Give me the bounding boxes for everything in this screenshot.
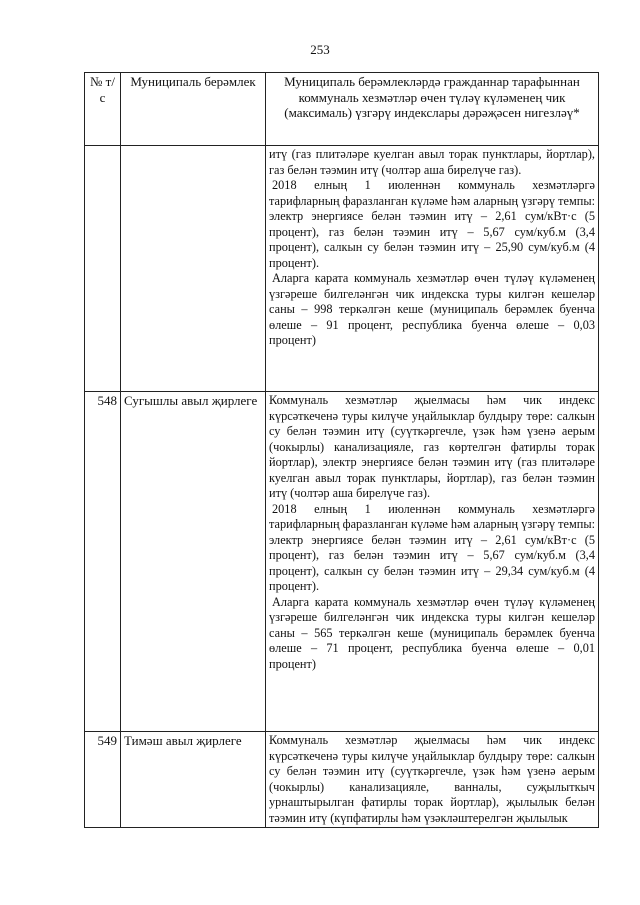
table-row xyxy=(85,146,599,392)
header-municipality: Муниципаль берәмлек xyxy=(121,73,266,146)
header-number: № т/с xyxy=(85,73,121,146)
row-municipality: Сугышлы авыл җирлеге xyxy=(121,392,266,732)
row-number xyxy=(85,146,121,392)
description-paragraph: Аларга карата коммуналь хезмәтләр өчен түләү күләменең үзгәреше билгеләнгән чик индекска туры килгән кешеләр саны – 565 теркәлгән кеше (муниципаль берәмлек буенча өлеше – 71 процент, республика буенча өлеше – 0,01 процент) xyxy=(269,594,595,671)
row-description xyxy=(266,732,599,828)
table-row xyxy=(85,392,599,732)
description-paragraph: Коммуналь хезмәтләр җыелмасы һәм чик индекс күрсәткеченә туры килүче уңайлыклар булдыру төре: салкын су белән тәэмин итү (суүткәргечле, үзәк һәм үзенә аерым (чокырлы) канализацияле, газ көртелгән фатирлы торак йортлар), электр энергиясе белән тәэмин итү (газ плитәләре куелган авыл торак пунктлары, йортлар), газ белән тәэмин итү (чолтәр аша бирелүче газ). xyxy=(269,393,595,500)
tariff-index-table xyxy=(84,72,599,828)
row-number: 548 xyxy=(85,392,121,732)
table-header-row xyxy=(85,73,599,146)
description-paragraph: итү (газ плитәләре куелган авыл торак пунктлары, йортлар), газ белән тәэмин итү (чолтәр аша бирелүче газ). xyxy=(269,147,595,177)
row-description xyxy=(266,146,599,392)
row-municipality xyxy=(121,146,266,392)
description-paragraph: 2018 елның 1 июленнән коммуналь хезмәтләргә тарифларның фаразланган күләме һәм аларның үзгәрү темпы: электр энергиясе белән тәэмин итү – 2,61 сум/кВт·с (5 процент), газ белән тәэмин итү – 5,67 сум/куб.м (3,4 процент), салкын су белән тәэмин итү – 25,90 сум/куб.м (4 процент). xyxy=(269,178,595,270)
table-row xyxy=(85,732,599,828)
description-paragraph: Коммуналь хезмәтләр җыелмасы һәм чик индекс күрсәткеченә туры килүче уңайлыклар булдыру төре: салкын су белән тәэмин итү (суүткәргечле, үзәк һәм үзенә аерым (чокырлы) канализацияле, ванналы, суҗылыткыч урнаштырылган фатирлы торак йортлар), җылылык белән тәэмин итү (күпфатирлы һәм үзәкләштерелгән җылылык xyxy=(269,733,595,825)
row-description xyxy=(266,392,599,732)
description-paragraph: 2018 елның 1 июленнән коммуналь хезмәтләргә тарифларның фаразланган күләме һәм аларның үзгәрү темпы: электр энергиясе белән тәэмин итү – 2,61 сум/кВт·с (5 процент), газ белән тәэмин итү – 5,67 сум/куб.м (3,4 процент), салкын су белән тәэмин итү – 29,34 сум/куб.м (4 процент). xyxy=(269,501,595,593)
row-municipality: Тимәш авыл җирлеге xyxy=(121,732,266,828)
header-justification: Муниципаль берәмлекләрдә гражданнар тарафыннан коммуналь хезмәтләр өчен түләү күләменең чик (максималь) үзгәрү индекслары дәрәҗәсен нигезләү* xyxy=(266,73,599,146)
page-number: 253 xyxy=(310,42,330,57)
row-number: 549 xyxy=(85,732,121,828)
description-paragraph: Аларга карата коммуналь хезмәтләр өчен түләү күләменең үзгәреше билгеләнгән чик индекска туры килгән кешеләр саны – 998 теркәлгән кеше (муниципаль берәмлек буенча өлеше – 91 процент, республика буенча өлеше – 0,03 процент) xyxy=(269,271,595,347)
